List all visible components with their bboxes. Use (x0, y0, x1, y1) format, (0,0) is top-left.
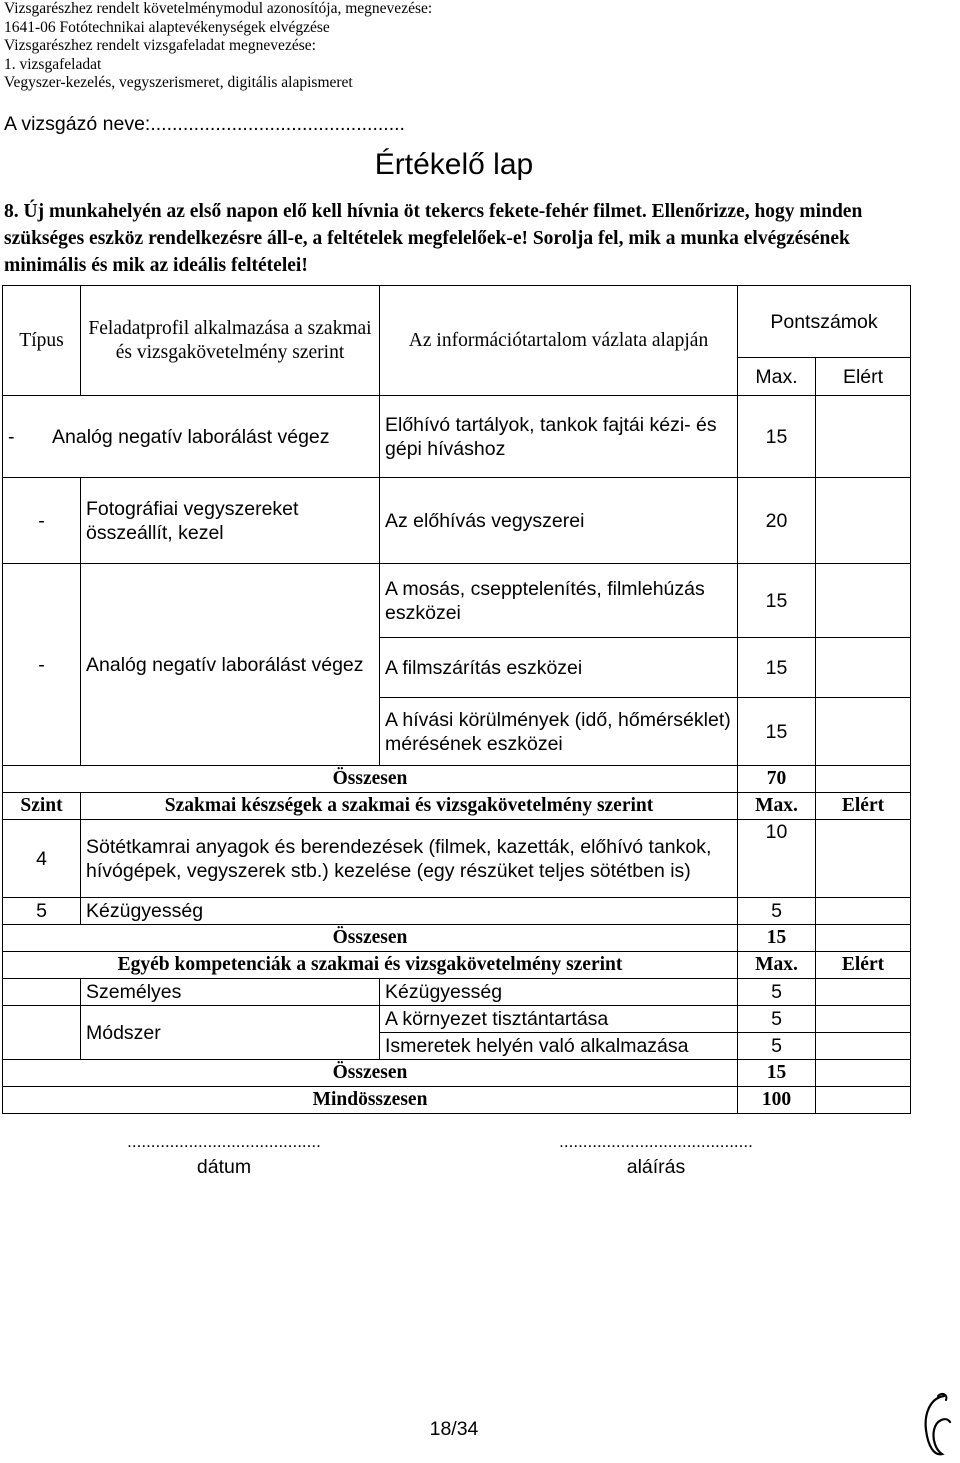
row3-profile: Analóg negatív laborálást végez (81, 564, 380, 766)
row3a-max: 15 (738, 564, 816, 638)
header-line-5: Vegyszer-kezelés, vegyszerismeret, digitális alapismeret (4, 74, 353, 91)
row3b-achieved[interactable] (816, 638, 911, 698)
subtotal-achieved[interactable] (816, 1060, 911, 1087)
header-skills: Szakmai készségek a szakmai és vizsgakövetelmény szerint (81, 793, 738, 820)
row3b-max: 15 (738, 638, 816, 698)
row3c-max: 15 (738, 698, 816, 766)
other1-text: Kézügyesség (380, 979, 738, 1006)
row1-profile: - Analóg negatív laborálást végez (3, 396, 380, 478)
table-row (3, 396, 911, 478)
subtotal-achieved[interactable] (816, 925, 911, 952)
other2a-max: 5 (738, 1006, 816, 1033)
grand-total-achieved[interactable] (816, 1087, 911, 1114)
header-max: Max. (738, 358, 816, 396)
table-row (3, 478, 911, 564)
other2b-text: Ismeretek helyén való alkalmazása (380, 1033, 738, 1060)
grand-total-max: 100 (738, 1087, 816, 1114)
skill2-text: Kézügyesség (81, 898, 738, 925)
table-row (3, 820, 911, 898)
other2b-achieved[interactable] (816, 1033, 911, 1060)
subtotal-max: 15 (738, 925, 816, 952)
other-header-achieved: Elért (816, 952, 911, 979)
skills-header-achieved: Elért (816, 793, 911, 820)
document-header (4, 0, 432, 93)
header-level: Szint (3, 793, 81, 820)
skill1-level: 4 (3, 820, 81, 898)
subtotal-max: 15 (738, 1060, 816, 1087)
other2-category: Módszer (81, 1006, 380, 1060)
row1-info: Előhívó tartályok, tankok fajtái kézi- és gépi híváshoz (380, 396, 738, 478)
subtotal-row (3, 766, 911, 793)
skill1-achieved[interactable] (816, 820, 911, 898)
skills-header-max: Max. (738, 793, 816, 820)
subtotal-max: 70 (738, 766, 816, 793)
subtotal-row (3, 925, 911, 952)
row3b-info: A filmszárítás eszközei (380, 638, 738, 698)
row2-max: 20 (738, 478, 816, 564)
header-other-competencies: Egyéb kompetenciák a szakmai és vizsgakövetelmény szerint (3, 952, 738, 979)
grand-total-row (3, 1087, 911, 1114)
row2-info: Az előhívás vegyszerei (380, 478, 738, 564)
row2-achieved[interactable] (816, 478, 911, 564)
subtotal-label: Összesen (3, 1060, 738, 1087)
skill1-max: 10 (738, 820, 816, 898)
sign-label: aláírás (626, 1156, 686, 1178)
date-signature-block (88, 1132, 360, 1179)
sign-dots[interactable]: ......................................... (559, 1132, 753, 1151)
skill2-level: 5 (3, 898, 81, 925)
row3a-achieved[interactable] (816, 564, 911, 638)
row3c-achieved[interactable] (816, 698, 911, 766)
table-row (3, 979, 911, 1006)
header-line-2: 1641-06 Fotótechnikai alaptevékenységek elvégzése (4, 18, 330, 36)
skills-header-row (3, 793, 911, 820)
header-line-4: 1. vizsgafeladat (4, 55, 102, 73)
sign-signature-block (520, 1132, 792, 1179)
header-line-1: Vizsgarészhez rendelt követelménymodul azonosítója, megnevezése: (4, 0, 433, 17)
header-profile: Feladatprofil alkalmazása a szakmai és vizsgakövetelmény szerint (81, 286, 380, 396)
other-header-max: Max. (738, 952, 816, 979)
row3c-info: A hívási körülmények (idő, hőmérséklet) mérésének eszközei (380, 698, 738, 766)
evaluation-table (2, 285, 911, 1114)
header-tipus: Típus (3, 286, 81, 396)
skill2-max: 5 (738, 898, 816, 925)
subtotal-achieved[interactable] (816, 766, 911, 793)
other2a-text: A környezet tisztántartása (380, 1006, 738, 1033)
table-row (3, 1006, 911, 1033)
subtotal-label: Összesen (3, 925, 738, 952)
row1-achieved[interactable] (816, 396, 911, 478)
table-header-row (3, 286, 911, 358)
other2a-achieved[interactable] (816, 1006, 911, 1033)
page-number: 18/34 (429, 1418, 479, 1440)
other1-achieved[interactable] (816, 979, 911, 1006)
task-question: 8. Új munkahelyén az első napon elő kell hívnia öt tekercs fekete-fehér filmet. Ellenőrizze, hogy minden szükséges eszköz rendelkezésre áll-e, a feltételek megfelelőek-e! Sorolja fel, mik a munka elvégzésének minimális és mik az ideális feltételei! (4, 201, 863, 276)
row3a-info: A mosás, csepptelenítés, filmlehúzás eszközei (380, 564, 738, 638)
page-title: Értékelő lap (374, 148, 534, 181)
header-points: Pontszámok (738, 286, 911, 358)
other-header-row (3, 952, 911, 979)
row2-profile: Fotográfiai vegyszereket összeállít, kezel (81, 478, 380, 564)
skill2-achieved[interactable] (816, 898, 911, 925)
subtotal-label: Összesen (3, 766, 738, 793)
row2-dash: - (3, 478, 81, 564)
row3-dash: - (3, 564, 81, 766)
row1-max: 15 (738, 396, 816, 478)
header-achieved: Elért (816, 358, 911, 396)
subtotal-row (3, 1060, 911, 1087)
other1-max: 5 (738, 979, 816, 1006)
date-dots[interactable]: ......................................... (127, 1132, 321, 1151)
handwritten-signature-mark (916, 1390, 956, 1460)
table-row (3, 564, 911, 638)
other1-category: Személyes (81, 979, 380, 1006)
other2b-max: 5 (738, 1033, 816, 1060)
grand-total-label: Mindösszesen (3, 1087, 738, 1114)
header-info: Az információtartalom vázlata alapján (380, 286, 738, 396)
candidate-name-line[interactable]: A vizsgázó neve:............................................... (4, 113, 405, 135)
header-line-3: Vizsgarészhez rendelt vizsgafeladat megnevezése: (4, 37, 316, 54)
date-label: dátum (196, 1156, 252, 1178)
table-row (3, 898, 911, 925)
skill1-text: Sötétkamrai anyagok és berendezések (filmek, kazetták, előhívó tankok, hívógépek, vegyszerek stb.) kezelése (egy részüket teljes sötétben is) (81, 820, 738, 898)
